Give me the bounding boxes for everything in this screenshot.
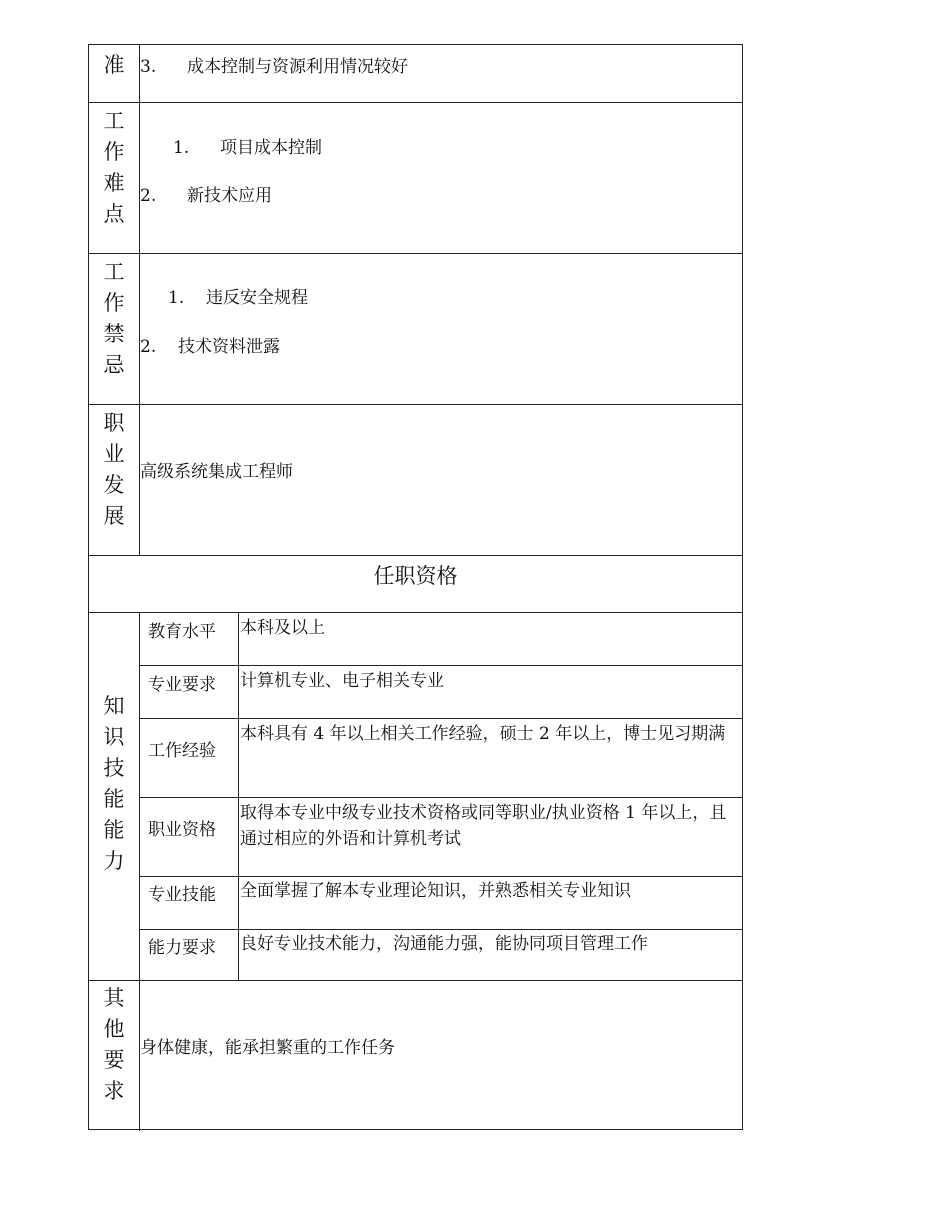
qualification-key: 工作经验: [140, 719, 239, 797]
row-content: [140, 103, 742, 253]
qualification-key: 专业技能: [140, 877, 239, 929]
qualification-value: 本科及以上: [240, 618, 325, 638]
qualification-item: [140, 929, 742, 981]
taboos-row: [89, 253, 742, 404]
other-text: 身体健康，能承担繁重的工作任务: [140, 1038, 395, 1058]
difficulties-row: [89, 102, 742, 253]
qualification-key: 职业资格: [140, 798, 239, 876]
career-text: 高级系统集成工程师: [140, 462, 293, 482]
qualification-value: 取得本专业中级专业技术资格或同等职业/执业资格 1 年以上，且通过相应的外语和计算机考试: [240, 803, 727, 849]
row-label: 职业发展: [89, 405, 140, 555]
qualification-value: 本科具有 4 年以上相关工作经验，硕士 2 年以上，博士见习期满: [240, 724, 726, 744]
qualification-key: 能力要求: [140, 930, 239, 981]
qualification-key: 教育水平: [140, 613, 239, 665]
qualification-item: [140, 665, 742, 718]
row-label: 其他要求: [89, 981, 140, 1131]
job-description-table: [88, 44, 743, 1130]
row-content: [140, 981, 742, 1131]
qualification-value: 计算机专业、电子相关专业: [240, 671, 444, 691]
qualifications-header: [89, 555, 742, 612]
row-label: 知识技能能力: [89, 613, 140, 980]
row-label: 工作禁忌: [89, 254, 140, 404]
qualification-item: [140, 876, 742, 929]
list-item: 2. 技术资料泄露: [140, 337, 280, 357]
list-item: 1. 违反安全规程: [168, 288, 308, 308]
qualification-key: 专业要求: [140, 666, 239, 718]
row-content: [140, 45, 742, 102]
list-item: 3. 成本控制与资源利用情况较好: [140, 57, 408, 77]
list-item: 1. 项目成本控制: [173, 138, 322, 158]
row-label: 工作难点: [89, 103, 140, 253]
criteria-row: [89, 45, 742, 102]
other-requirements-row: [89, 980, 742, 1131]
qualification-value: 全面掌握了解本专业理论知识，并熟悉相关专业知识: [240, 881, 631, 901]
row-content: [140, 254, 742, 404]
row-label: 准: [89, 45, 140, 102]
qualification-item: [140, 718, 742, 797]
qualification-item: [140, 613, 742, 665]
row-content: [140, 405, 742, 555]
list-item: 2. 新技术应用: [140, 186, 272, 206]
qualifications-row: [89, 612, 742, 980]
qualification-value: 良好专业技术能力，沟通能力强，能协同项目管理工作: [240, 934, 648, 954]
career-row: [89, 404, 742, 555]
section-title: 任职资格: [373, 564, 458, 588]
qualification-item: [140, 797, 742, 876]
